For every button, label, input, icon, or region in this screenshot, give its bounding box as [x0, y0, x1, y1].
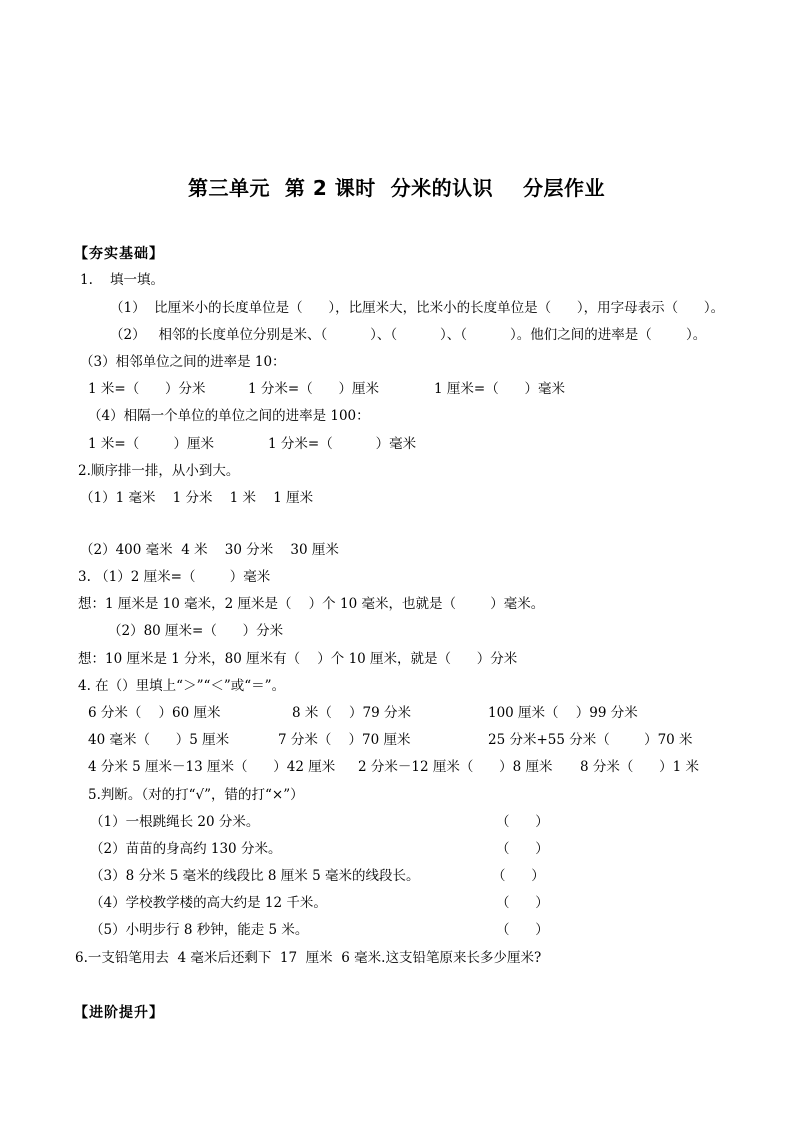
q2-heading: 2.顺序排一排，从小到大。: [78, 463, 240, 479]
q2-part1: （1）1 毫米 1 分米 1 米 1 厘米: [80, 490, 314, 506]
q1-part4: （4）相隔一个单位的单位之间的进率是 100：: [88, 408, 370, 424]
q5-answer-blank-3: （ ）: [492, 868, 545, 884]
q5-item-5: （5）小明步行 8 秒钟，能走 5 米。: [90, 922, 309, 938]
q5-answer-blank-1: （ ）: [496, 814, 549, 830]
q3-think2: 想：10 厘米是 1 分米，80 厘米有（ ）个 10 厘米，就是（ ）分米: [78, 651, 518, 667]
q5-item-4: （4）学校教学楼的高大约是 12 千米。: [90, 895, 327, 911]
q3-heading: 3. （1）2 厘米=（ ）毫米: [78, 569, 271, 585]
q4-r1-c2: 8 米（ ）79 分米: [292, 705, 412, 721]
q1-heading: 1. 填一填。: [80, 272, 165, 288]
q4-r3-c1: 4 分米 5 厘米－13 厘米（ ）42 厘米: [88, 759, 336, 775]
q4-r1-c1: 6 分米（ ）60 厘米: [88, 705, 221, 721]
q4-r2-c3: 25 分米+55 分米（ ）70 米: [488, 732, 693, 748]
q3-part2: （2）80 厘米=（ ）分米: [108, 623, 284, 639]
q1-part4-b: 1 分米=（ ）毫米: [268, 436, 417, 452]
q6-text: 6.一支铅笔用去 4 毫米后还剩下 17 厘米 6 毫米.这支铅笔原来长多少厘米?: [75, 950, 542, 966]
q5-answer-blank-2: （ ）: [496, 841, 549, 857]
q4-r2-c1: 40 毫米（ ）5 厘米: [88, 732, 230, 748]
q5-item-2: （2）苗苗的身高约 130 分米。: [90, 841, 282, 857]
q1-part2: （2） 相邻的长度单位分别是米、（ ）、（ ）、（ ）。他们之间的进率是（ ）。: [110, 327, 707, 343]
q4-heading: 4. 在（）里填上“＞”“＜”或“＝”。: [78, 678, 286, 694]
section-basic-heading: 【夯实基础】: [74, 246, 164, 262]
q5-item-3: （3）8 分米 5 毫米的线段比 8 厘米 5 毫米的线段长。: [90, 868, 420, 884]
q5-item-1: （1）一根跳绳长 20 分米。: [90, 814, 260, 830]
q5-answer-blank-4: （ ）: [496, 895, 549, 911]
q1-part4-a: 1 米=（ ）厘米: [88, 436, 215, 452]
q2-part2: （2）400 毫米 4 米 30 分米 30 厘米: [80, 542, 339, 558]
q4-r2-c2: 7 分米（ ）70 厘米: [278, 732, 411, 748]
section-advanced-heading: 【进阶提升】: [74, 1005, 164, 1021]
q1-part3-b: 1 分米=（ ）厘米: [248, 381, 379, 397]
q4-r3-c3: 8 分米（ ）1 米: [580, 759, 700, 775]
q3-think1: 想：1 厘米是 10 毫米，2 厘米是（ ）个 10 毫米，也就是（ ）毫米。: [78, 596, 545, 612]
q1-part3: （3）相邻单位之间的进率是 10：: [80, 354, 286, 370]
q1-part3-a: 1 米=（ ）分米: [88, 381, 206, 397]
q4-r3-c2: 2 分米－12 厘米（ ）8 厘米: [358, 759, 553, 775]
q5-heading: 5.判断。（对的打“√”，错的打“×”）: [88, 787, 304, 803]
q4-r1-c3: 100 厘米（ ）99 分米: [488, 705, 638, 721]
q1-part3-c: 1 厘米=（ ）毫米: [434, 381, 565, 397]
q1-part1: （1） 比厘米小的长度单位是（ ），比厘米大，比米小的长度单位是（ ），用字母表示（ ）。: [110, 300, 725, 316]
page-title: 第三单元 第 2 课时 分米的认识 分层作业: [187, 176, 606, 200]
q5-answer-blank-5: （ ）: [496, 922, 549, 938]
